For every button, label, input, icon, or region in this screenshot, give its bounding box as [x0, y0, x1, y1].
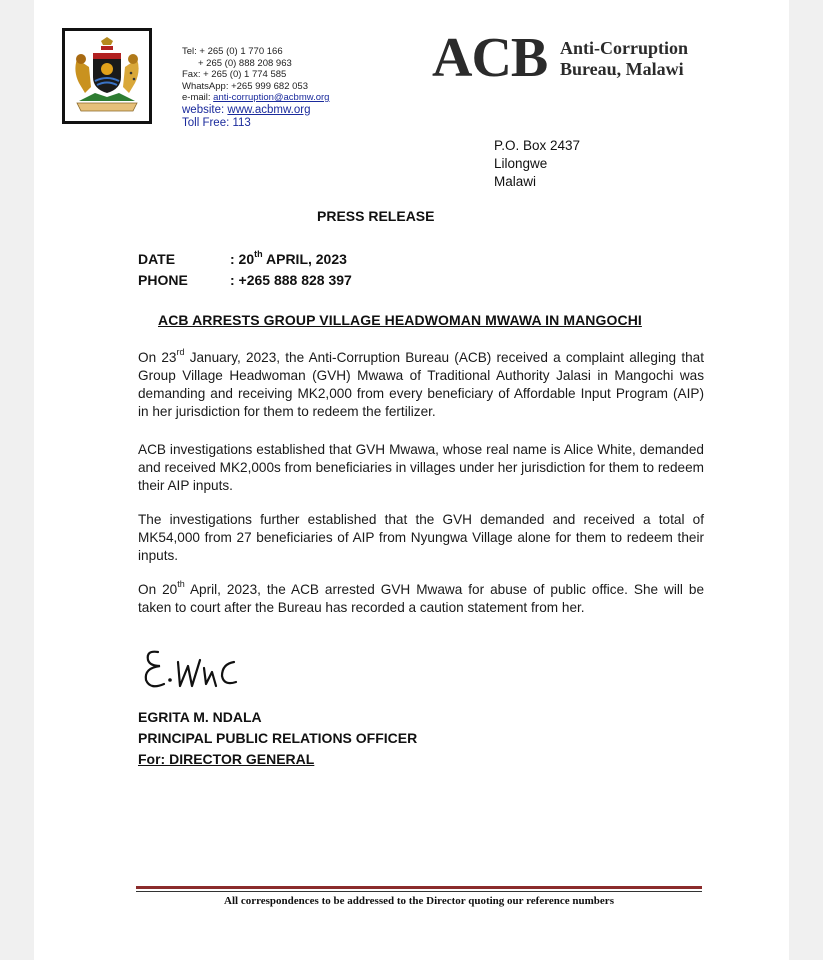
- whatsapp-line: WhatsApp: +265 999 682 053: [182, 80, 308, 92]
- date-value: : 20th APRIL, 2023: [230, 249, 347, 267]
- signoff-block: [138, 707, 417, 770]
- email-line: [182, 92, 329, 104]
- contact-block: [182, 46, 329, 130]
- paragraph-1: On 23rd January, 2023, the Anti-Corruption Bureau (ACB) received a complaint alleging that Group Village Headwoman (GVH) Mwawa of Traditional Authority Jalasi in Mangochi was demanding and receiving MK2,000 from every beneficiary of Affordable Input Program (AIP) in her jurisdiction for them to redeem the fertilizer.: [138, 347, 704, 419]
- release-meta: [138, 249, 352, 291]
- footer-rule-thick: [136, 886, 702, 889]
- fax-line: Fax: + 265 (0) 1 774 585: [182, 69, 287, 80]
- website-label: website:: [182, 103, 228, 116]
- date-row: [138, 249, 352, 270]
- date-label: DATE: [138, 251, 176, 267]
- address-line: Lilongwe: [494, 156, 548, 171]
- tel2-line: + 265 (0) 888 208 963: [198, 57, 292, 69]
- address-line: Malawi: [494, 174, 537, 189]
- footer-note: All correspondences to be addressed to the Director quoting our reference numbers: [224, 895, 614, 907]
- release-headline: ACB ARRESTS GROUP VILLAGE HEADWOMAN MWAWA IN MANGOCHI: [158, 312, 642, 328]
- paragraph-4: On 20th April, 2023, the ACB arrested GVH Mwawa for abuse of public office. She will be taken to court after the Bureau has recorded a caution statement from her.: [138, 579, 705, 615]
- website-link[interactable]: www.acbmw.org: [227, 103, 311, 116]
- footer-rule-thin: [136, 891, 702, 892]
- acb-logo-letters: ACB: [432, 27, 548, 89]
- website-line: [182, 104, 329, 117]
- signatory-name: EGRITA M. NDALA: [138, 709, 262, 725]
- address-line: P.O. Box 2437: [494, 138, 581, 153]
- tel-line: Tel: + 265 (0) 1 770 166: [182, 46, 283, 57]
- logo-line-2: Bureau, Malawi: [560, 59, 684, 79]
- logo-line-1: Anti-Corruption: [560, 38, 689, 58]
- email-label: e-mail:: [182, 92, 214, 103]
- acb-logo-name: [560, 38, 688, 80]
- phone-value: : +265 888 828 397: [230, 272, 352, 288]
- coat-of-arms-frame: [62, 28, 152, 124]
- signatory-title: PRINCIPAL PUBLIC RELATIONS OFFICER: [138, 730, 418, 746]
- malawi-coat-of-arms-icon: [71, 37, 143, 115]
- email-link[interactable]: anti-corruption@acbmw.org: [213, 92, 330, 103]
- paragraph-3: The investigations further established that the GVH demanded and received a total of MK54,000 from 27 beneficiaries of AIP from Nyungwa Village alone for them to redeem their inputs.: [138, 512, 704, 563]
- paragraph-2: ACB investigations established that GVH Mwawa, whose real name is Alice White, demanded and received MK2,000s from beneficiaries in villages under her jurisdiction for them to redeem their AIP inputs.: [138, 442, 704, 493]
- handwritten-signature: [138, 642, 248, 699]
- postal-address: [494, 137, 580, 191]
- phone-label: PHONE: [138, 272, 188, 288]
- phone-row: [138, 270, 352, 291]
- press-release-heading: PRESS RELEASE: [317, 208, 435, 224]
- document-page: [34, 0, 789, 960]
- signatory-for: For: DIRECTOR GENERAL: [138, 751, 315, 767]
- toll-free-line: Toll Free: 113: [182, 116, 251, 129]
